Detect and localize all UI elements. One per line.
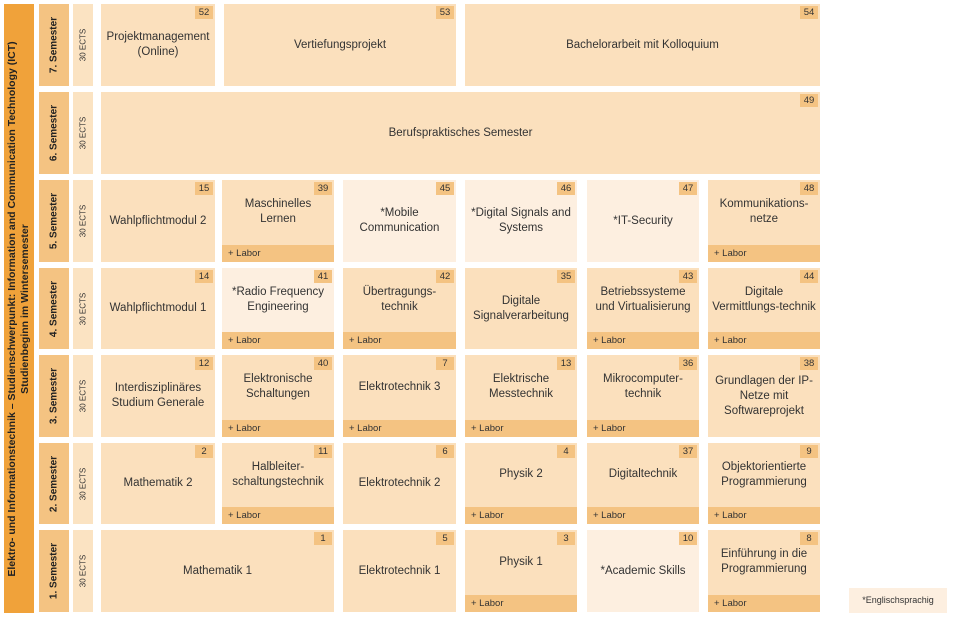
semester-label-4: 4. Semester [39, 268, 69, 349]
module-36: 36 Mikrocomputer-technik + Labor [587, 355, 699, 437]
lab-badge: + Labor [465, 507, 577, 524]
ects-label-2: 30 ECTS [73, 443, 93, 524]
module-7: 7 Elektrotechnik 3 + Labor [343, 355, 456, 437]
module-9: 9 Objektorientierte Programmierung + Labor [708, 443, 820, 524]
module-4: 4 Physik 2 + Labor [465, 443, 577, 524]
lab-badge: + Labor [222, 332, 334, 349]
semester-label-3: 3. Semester [39, 355, 69, 437]
module-53: 53 Vertiefungsprojekt [224, 4, 456, 86]
legend-english: *Englischsprachig [849, 588, 947, 613]
program-title-bar [4, 4, 34, 613]
module-5: 5 Elektrotechnik 1 [343, 530, 456, 612]
ects-label-5: 30 ECTS [73, 180, 93, 262]
module-8: 8 Einführung in die Programmierung + Labor [708, 530, 820, 612]
module-35: 35 Digitale Signalverarbeitung [465, 268, 577, 349]
lab-badge: + Labor [587, 507, 699, 524]
program-title: Elektro- und Informationstechnik – Studienschwerpunkt: Information and Communication Technology (ICT) Studienbeginn im Wintersemester [6, 40, 31, 577]
lab-badge: + Labor [708, 332, 820, 349]
module-47: 47 *IT-Security [587, 180, 699, 262]
ects-label-4: 30 ECTS [73, 268, 93, 349]
lab-badge: + Labor [343, 420, 456, 437]
module-12: 12 Interdisziplinäres Studium Generale [101, 355, 215, 437]
module-11: 11 Halbleiter-schaltungstechnik + Labor [222, 443, 334, 524]
module-14: 14 Wahlpflichtmodul 1 [101, 268, 215, 349]
module-40: 40 Elektronische Schaltungen + Labor [222, 355, 334, 437]
lab-badge: + Labor [587, 420, 699, 437]
semester-label-2: 2. Semester [39, 443, 69, 524]
lab-badge: + Labor [222, 245, 334, 262]
module-49: 49 Berufspraktisches Semester [101, 92, 820, 174]
module-37: 37 Digitaltechnik + Labor [587, 443, 699, 524]
module-41: 41 *Radio Frequency Engineering + Labor [222, 268, 334, 349]
lab-badge: + Labor [587, 332, 699, 349]
module-44: 44 Digitale Vermittlungs-technik + Labor [708, 268, 820, 349]
module-45: 45 *Mobile Communication [343, 180, 456, 262]
semester-label-5: 5. Semester [39, 180, 69, 262]
ects-label-3: 30 ECTS [73, 355, 93, 437]
lab-badge: + Labor [222, 420, 334, 437]
lab-badge: + Labor [465, 595, 577, 612]
module-3: 3 Physik 1 + Labor [465, 530, 577, 612]
lab-badge: + Labor [708, 245, 820, 262]
module-52: 52 Projektmanagement (Online) [101, 4, 215, 86]
module-13: 13 Elektrische Messtechnik + Labor [465, 355, 577, 437]
lab-badge: + Labor [465, 420, 577, 437]
module-10: 10 *Academic Skills [587, 530, 699, 612]
module-54: 54 Bachelorarbeit mit Kolloquium [465, 4, 820, 86]
module-46: 46 *Digital Signals and Systems [465, 180, 577, 262]
ects-label-6: 30 ECTS [73, 92, 93, 174]
module-48: 48 Kommunikations-netze + Labor [708, 180, 820, 262]
ects-label-1: 30 ECTS [73, 530, 93, 612]
module-43: 43 Betriebssysteme und Virtualisierung + Labor [587, 268, 699, 349]
lab-badge: + Labor [222, 507, 334, 524]
semester-label-1: 1. Semester [39, 530, 69, 612]
lab-badge: + Labor [708, 507, 820, 524]
module-38: 38 Grundlagen der IP-Netze mit Softwareprojekt [708, 355, 820, 437]
module-1: 1 Mathematik 1 [101, 530, 334, 612]
semester-label-6: 6. Semester [39, 92, 69, 174]
lab-badge: + Labor [343, 332, 456, 349]
module-15: 15 Wahlpflichtmodul 2 [101, 180, 215, 262]
module-6: 6 Elektrotechnik 2 [343, 443, 456, 524]
module-2: 2 Mathematik 2 [101, 443, 215, 524]
module-39: 39 Maschinelles Lernen + Labor [222, 180, 334, 262]
semester-label-7: 7. Semester [39, 4, 69, 86]
ects-label-7: 30 ECTS [73, 4, 93, 86]
module-42: 42 Übertragungs-technik + Labor [343, 268, 456, 349]
lab-badge: + Labor [708, 595, 820, 612]
